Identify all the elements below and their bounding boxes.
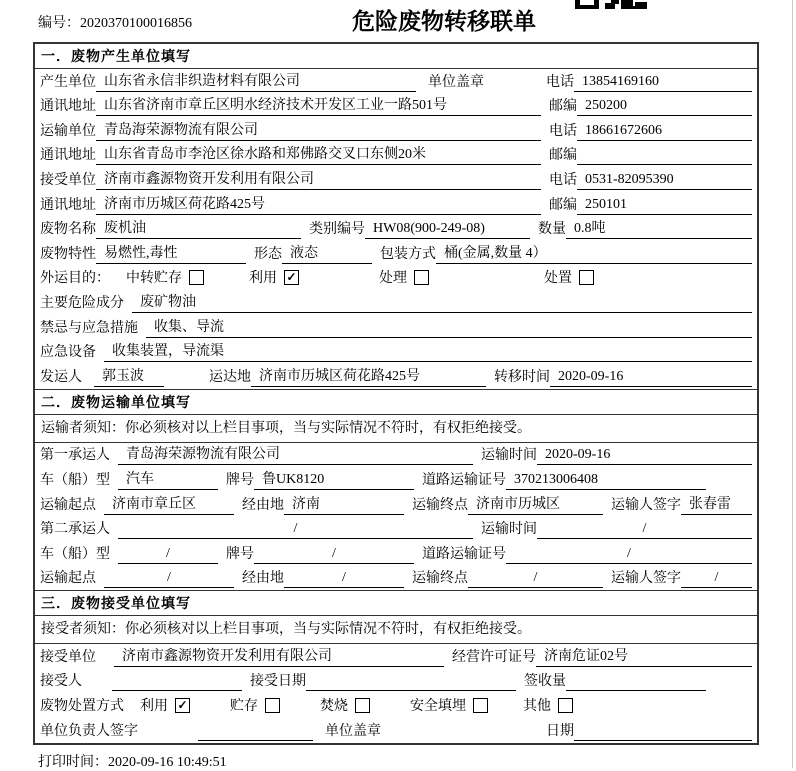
checkbox-label: 焚烧 <box>320 699 348 715</box>
field-value: 370213006408 <box>506 470 706 490</box>
checkbox-option <box>379 269 429 288</box>
serial-number-line <box>38 12 192 32</box>
section-title: 一．废物产生单位填写 <box>35 44 757 69</box>
form-row <box>35 118 757 143</box>
field-label: 通讯地址 <box>40 148 96 164</box>
field-label: 签收量 <box>524 674 566 690</box>
field-value: 250200 <box>577 96 752 116</box>
field-label: 主要危险成分 <box>40 295 124 311</box>
checkbox-unchecked-icon <box>473 698 488 713</box>
field-label: 运输时间 <box>481 522 537 538</box>
field-label: 运输人签字 <box>611 571 681 587</box>
field-label: 废物处置方式 <box>40 699 124 715</box>
checkbox-checked-icon: ✓ <box>175 698 190 713</box>
notice-text: 接受者须知：你必须核对以上栏目事项，当与实际情况不符时，有权拒绝接受。 <box>35 616 757 644</box>
form-row <box>35 718 757 743</box>
field-label: 接受人 <box>40 674 82 690</box>
field-label: 废物特性 <box>40 246 96 262</box>
checkbox-unchecked-icon <box>558 698 573 713</box>
field-label: 邮编 <box>549 99 577 115</box>
checkbox-unchecked-icon <box>265 698 280 713</box>
field-label: 牌号 <box>226 546 254 562</box>
field-label: 转移时间 <box>494 369 550 385</box>
field-value: / <box>506 544 752 564</box>
field-value: 郭玉波 <box>94 367 164 387</box>
qr-code-fragment <box>575 0 647 10</box>
field-value: 汽车 <box>118 470 218 490</box>
form-row <box>35 143 757 168</box>
field-value: 济南危证02号 <box>536 647 752 667</box>
field-value: / <box>118 544 218 564</box>
field-value: 废矿物油 <box>132 293 752 313</box>
field-value: 0531-82095390 <box>577 170 752 190</box>
checkbox-unchecked-icon <box>414 270 429 285</box>
field-label: 接受日期 <box>250 674 306 690</box>
form-row <box>35 266 757 291</box>
field-value <box>577 164 752 165</box>
field-label: 道路运输证号 <box>422 546 506 562</box>
checkbox-label: 安全填埋 <box>410 699 466 715</box>
field-label: 通讯地址 <box>40 197 96 213</box>
checkbox-unchecked-icon <box>579 270 594 285</box>
form-row <box>35 94 757 119</box>
checkbox-label: 处置 <box>544 271 572 287</box>
field-label: 形态 <box>254 246 282 262</box>
checkbox-label: 处理 <box>379 271 407 287</box>
field-label: 数量 <box>538 222 566 238</box>
field-label: 类别编号 <box>309 222 365 238</box>
checkbox-option <box>126 269 204 288</box>
transfer-form-table <box>33 42 759 745</box>
field-value: 青岛海荣源物流有限公司 <box>96 121 541 141</box>
form-header <box>0 0 796 42</box>
field-label: 第二承运人 <box>40 522 110 538</box>
field-label: 禁忌与应急措施 <box>40 320 138 336</box>
field-value: / <box>284 568 404 588</box>
field-label: 接受单位 <box>40 649 96 665</box>
notice-text: 运输者须知：你必须核对以上栏目事项，当与实际情况不符时，有权拒绝接受。 <box>35 415 757 443</box>
field-label: 邮编 <box>549 148 577 164</box>
form-section <box>35 590 757 742</box>
field-label: 运输单位 <box>40 123 96 139</box>
field-value: / <box>254 544 414 564</box>
field-value <box>306 690 516 691</box>
field-value: 桶(金属,数量 4） <box>436 244 752 264</box>
field-value: 山东省永信非织造材料有限公司 <box>96 72 416 92</box>
page-edge-line <box>792 0 793 768</box>
field-label: 电话 <box>549 172 577 188</box>
field-value: 2020-09-16 <box>537 445 752 465</box>
field-label: 产生单位 <box>40 74 96 90</box>
field-label: 单位负责人签字 <box>40 723 138 739</box>
field-label: 车（船）型 <box>40 546 110 562</box>
field-value: 青岛海荣源物流有限公司 <box>118 445 473 465</box>
field-label: 运输起点 <box>40 571 96 587</box>
checkbox-label: 利用 <box>249 271 277 287</box>
form-row <box>35 315 757 340</box>
field-value <box>566 690 706 691</box>
field-value: 13854169160 <box>574 72 752 92</box>
field-value: / <box>118 519 473 539</box>
form-row <box>35 69 757 94</box>
field-label: 应急设备 <box>40 345 96 361</box>
field-label: 接受单位 <box>40 172 96 188</box>
field-value: 济南市鑫源物资开发利用有限公司 <box>114 647 444 667</box>
field-value: 液态 <box>282 244 372 264</box>
field-label: 通讯地址 <box>40 99 96 115</box>
field-value: 济南 <box>284 495 404 515</box>
form-row <box>35 290 757 315</box>
field-value: HW08(900-249-08) <box>365 219 530 239</box>
field-label: 运输时间 <box>481 448 537 464</box>
form-row <box>35 364 757 389</box>
field-label: 第一承运人 <box>40 448 110 464</box>
form-row <box>35 340 757 365</box>
field-value: 收集、导流 <box>146 318 752 338</box>
form-row <box>35 492 757 517</box>
serial-label: 编号： <box>38 16 80 31</box>
field-label: 车（船）型 <box>40 472 110 488</box>
checkbox-label: 中转贮存 <box>126 271 182 287</box>
field-value: 收集装置，导流渠 <box>104 342 752 362</box>
field-label: 电话 <box>549 123 577 139</box>
section-title: 三．废物接受单位填写 <box>35 591 757 616</box>
checkbox-label: 贮存 <box>230 699 258 715</box>
checkbox-option <box>140 697 190 716</box>
field-label: 经由地 <box>242 571 284 587</box>
form-row <box>35 644 757 669</box>
field-value: 济南市历城区荷花路425号 <box>96 195 541 215</box>
checkbox-unchecked-icon <box>355 698 370 713</box>
field-value: 0.8吨 <box>566 219 752 239</box>
form-row <box>35 467 757 492</box>
checkbox-option <box>410 697 488 716</box>
checkbox-label: 利用 <box>140 699 168 715</box>
form-row <box>35 669 757 694</box>
field-value: 250101 <box>577 195 752 215</box>
checkbox-option <box>544 269 594 288</box>
field-value: / <box>681 568 752 588</box>
field-label: 单位盖章 <box>325 723 381 739</box>
serial-number: 2020370100016856 <box>80 16 192 31</box>
field-label: 废物名称 <box>40 222 96 238</box>
field-value: 18661672606 <box>577 121 752 141</box>
checkbox-option <box>230 697 280 716</box>
field-value: 易燃性,毒性 <box>96 244 246 264</box>
checkbox-unchecked-icon <box>189 270 204 285</box>
form-row <box>35 443 757 468</box>
section-title: 二．废物运输单位填写 <box>35 390 757 415</box>
field-value: 山东省济南市章丘区明水经济技术开发区工业一路501号 <box>96 96 541 116</box>
checkbox-option <box>523 697 573 716</box>
checkbox-option <box>249 269 299 288</box>
field-label: 牌号 <box>226 472 254 488</box>
field-label: 运输起点 <box>40 497 96 513</box>
field-value: / <box>468 568 603 588</box>
form-section <box>35 44 757 389</box>
field-label: 电话 <box>546 74 574 90</box>
field-label: 外运目的： <box>40 271 110 287</box>
field-value: / <box>104 568 234 588</box>
field-value: 鲁UK8120 <box>254 470 414 490</box>
checkbox-label: 其他 <box>523 699 551 715</box>
field-label: 经由地 <box>242 497 284 513</box>
field-value <box>112 690 242 691</box>
field-value: 山东省青岛市李沧区徐水路和郑佛路交叉口东侧20米 <box>96 145 541 165</box>
field-label: 包装方式 <box>380 246 436 262</box>
field-value: 济南市鑫源物资开发利用有限公司 <box>96 170 541 190</box>
field-label: 运输终点 <box>412 497 468 513</box>
field-label: 单位盖章 <box>428 74 484 90</box>
form-section <box>35 389 757 591</box>
field-value <box>198 740 313 741</box>
form-row <box>35 566 757 591</box>
form-row <box>35 241 757 266</box>
form-row <box>35 541 757 566</box>
form-row <box>35 167 757 192</box>
field-label: 经营许可证号 <box>452 649 536 665</box>
field-label: 发运人 <box>40 369 82 385</box>
field-value: 2020-09-16 <box>550 367 752 387</box>
field-value: / <box>537 519 752 539</box>
field-label: 日期 <box>546 723 574 739</box>
field-value: 济南市历城区荷花路425号 <box>251 367 486 387</box>
field-label: 运输终点 <box>412 571 468 587</box>
field-value <box>574 740 752 741</box>
field-value: 济南市历城区 <box>468 495 603 515</box>
field-label: 道路运输证号 <box>422 472 506 488</box>
field-value: 张春雷 <box>681 495 752 515</box>
checkbox-checked-icon: ✓ <box>284 270 299 285</box>
form-row <box>35 693 757 718</box>
form-row <box>35 517 757 542</box>
field-value: 济南市章丘区 <box>104 495 234 515</box>
form-row <box>35 217 757 242</box>
form-row <box>35 192 757 217</box>
field-label: 邮编 <box>549 197 577 213</box>
print-time: 打印时间：2020-09-16 10:49:51 <box>38 754 227 770</box>
page-title: 危险废物转移联单 <box>352 8 536 34</box>
checkbox-option <box>320 697 370 716</box>
field-label: 运达地 <box>209 369 251 385</box>
field-label: 运输人签字 <box>611 497 681 513</box>
field-value: 废机油 <box>96 219 301 239</box>
